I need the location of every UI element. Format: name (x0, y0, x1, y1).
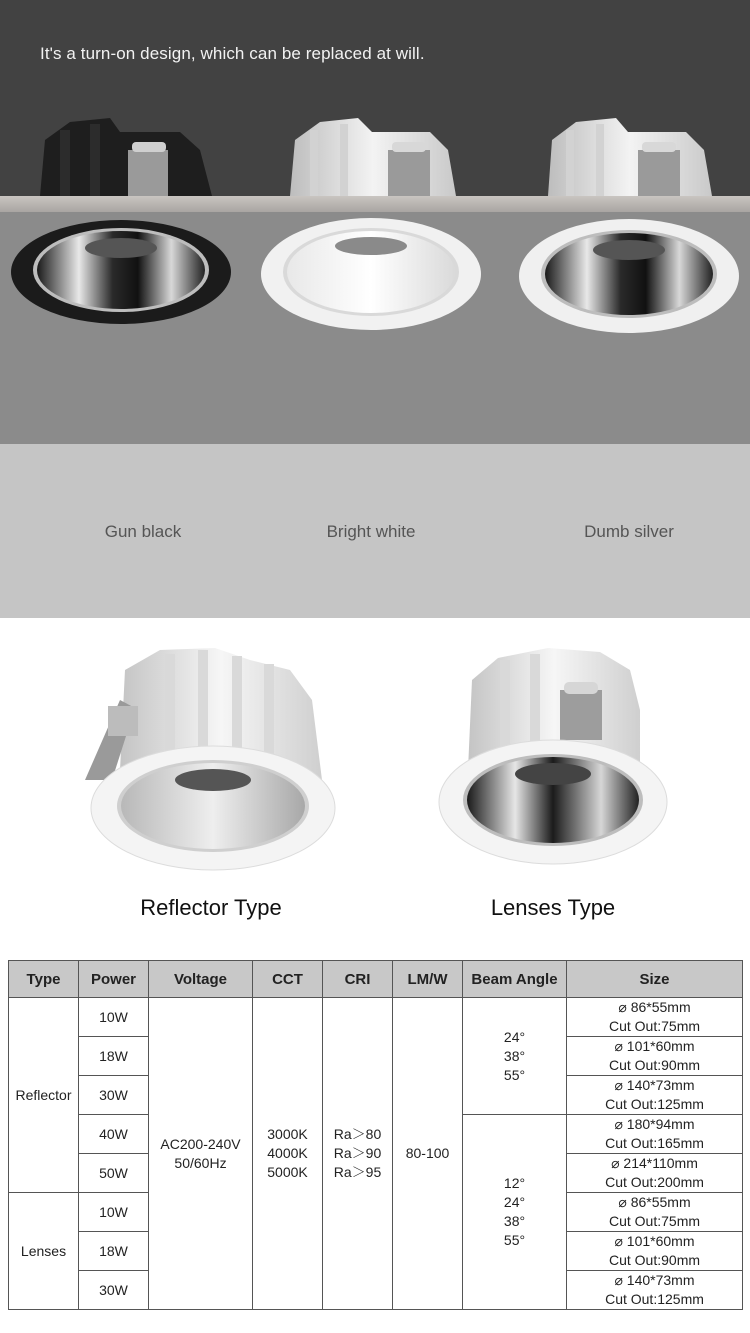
power-cell: 30W (79, 1271, 149, 1310)
finish-label-gun-black: Gun black (104, 522, 182, 541)
size-cell: ⌀ 140*73mm Cut Out:125mm (567, 1271, 743, 1310)
voltage-cell: AC200-240V 50/60Hz (149, 998, 253, 1310)
reflector-type-lamp-icon (85, 648, 335, 870)
lmw-cell: 80-100 (393, 998, 463, 1310)
banner-headline: It's a turn-on design, which can be replaced at will. (40, 44, 425, 63)
lenses-type-caption: Lenses Type (490, 895, 616, 920)
finish-banner (0, 0, 750, 618)
gun-black-lamp-icon (11, 118, 231, 324)
power-cell: 30W (79, 1076, 149, 1115)
beam-angle-lenses-cell: 12° 24° 38° 55° (463, 1115, 567, 1310)
table-header-row (9, 961, 743, 998)
lenses-type-lamp-icon (439, 648, 667, 864)
size-cell: ⌀ 86*55mm Cut Out:75mm (567, 1193, 743, 1232)
power-cell: 18W (79, 1232, 149, 1271)
bright-white-lamp-icon (261, 118, 481, 330)
finish-lamps-illustration (0, 0, 750, 450)
power-cell: 10W (79, 998, 149, 1037)
power-cell: 10W (79, 1193, 149, 1232)
power-cell: 18W (79, 1037, 149, 1076)
header-power: Power (79, 961, 149, 998)
table-row (9, 998, 743, 1037)
type-cell-lenses: Lenses (9, 1193, 79, 1310)
power-cell: 40W (79, 1115, 149, 1154)
size-cell: ⌀ 101*60mm Cut Out:90mm (567, 1037, 743, 1076)
cri-cell: Ra＞80 Ra＞90 Ra＞95 (323, 998, 393, 1310)
size-cell: ⌀ 140*73mm Cut Out:125mm (567, 1076, 743, 1115)
header-size: Size (567, 961, 743, 998)
beam-angle-reflector-cell: 24° 38° 55° (463, 998, 567, 1115)
size-cell: ⌀ 101*60mm Cut Out:90mm (567, 1232, 743, 1271)
size-cell: ⌀ 86*55mm Cut Out:75mm (567, 998, 743, 1037)
header-lmw: LM/W (393, 961, 463, 998)
size-cell: ⌀ 214*110mm Cut Out:200mm (567, 1154, 743, 1193)
header-cct: CCT (253, 961, 323, 998)
type-cell-reflector: Reflector (9, 998, 79, 1193)
header-beam-angle: Beam Angle (463, 961, 567, 998)
dumb-silver-lamp-icon (519, 118, 739, 333)
cct-cell: 3000K 4000K 5000K (253, 998, 323, 1310)
type-lamps-illustration (0, 630, 750, 880)
header-voltage: Voltage (149, 961, 253, 998)
spec-table (8, 960, 743, 1310)
finish-label-bright-white: Bright white (326, 522, 416, 541)
header-type: Type (9, 961, 79, 998)
power-cell: 50W (79, 1154, 149, 1193)
reflector-type-caption: Reflector Type (140, 895, 282, 920)
header-cri: CRI (323, 961, 393, 998)
finish-label-dumb-silver: Dumb silver (584, 522, 674, 541)
size-cell: ⌀ 180*94mm Cut Out:165mm (567, 1115, 743, 1154)
